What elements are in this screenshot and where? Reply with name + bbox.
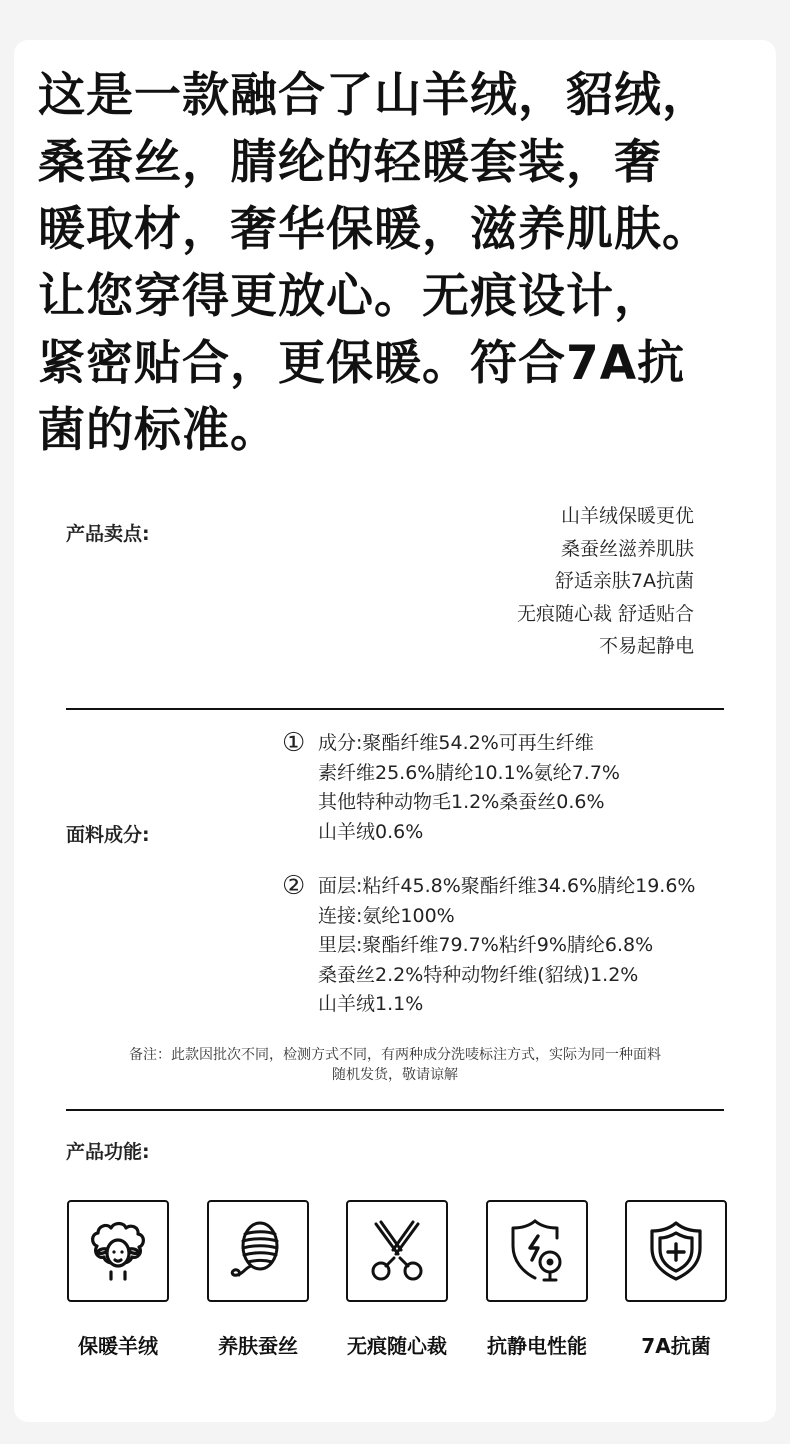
composition-line: 成分:聚酯纤维54.2%可再生纤维 (318, 732, 594, 754)
function-label: 保暖羊绒 (78, 1334, 158, 1358)
scissors-icon (362, 1216, 432, 1286)
intro-line: 桑蚕丝，腈纶的轻暖套装，奢 (38, 135, 662, 190)
composition-line: 山羊绒1.1% (318, 993, 424, 1015)
selling-point-item: 山羊绒保暖更优 (560, 505, 694, 527)
sheep-icon (83, 1216, 153, 1286)
function-item (625, 1200, 727, 1358)
function-item (207, 1200, 309, 1358)
function-icon-box (346, 1200, 448, 1302)
function-icon-box (67, 1200, 169, 1302)
selling-point-item: 不易起静电 (598, 635, 694, 657)
function-label: 抗静电性能 (487, 1334, 587, 1358)
intro-line: 菌的标准。 (38, 403, 278, 458)
composition-line: 面层:粘纤45.8%聚酯纤维34.6%腈纶19.6% (318, 875, 696, 897)
intro-line: 暖取材，奢华保暖，滋养肌肤。 (38, 202, 710, 257)
selling-point-item: 桑蚕丝滋养肌肤 (560, 537, 694, 560)
antibacterial-shield-icon (641, 1216, 711, 1286)
function-icon-box (207, 1200, 309, 1302)
composition-line: 素纤维25.6%腈纶10.1%氨纶7.7% (318, 761, 620, 784)
silk-cocoon-icon (223, 1216, 293, 1286)
composition-line: 连接:氨纶100% (318, 904, 455, 927)
function-item (486, 1200, 588, 1358)
function-item (67, 1200, 169, 1358)
selling-point-item: 无痕随心裁 舒适贴合 (516, 602, 694, 625)
function-item (346, 1200, 448, 1358)
anti-static-shield-icon (502, 1216, 572, 1286)
function-icon-box (486, 1200, 588, 1302)
function-label: 7A抗菌 (641, 1334, 711, 1358)
intro-paragraph (38, 62, 768, 464)
circled-number-1: ① (282, 728, 306, 758)
functions-label: 产品功能: (66, 1141, 150, 1163)
function-icon-box (625, 1200, 727, 1302)
divider (66, 1109, 724, 1111)
function-label: 养肤蚕丝 (218, 1334, 298, 1358)
intro-line: 紧密贴合，更保暖。符合7A抗 (38, 336, 686, 391)
composition-line: 里层:聚酯纤维79.7%粘纤9%腈纶6.8% (318, 934, 654, 956)
note-line-1: 备注：此款因批次不同，检测方式不同，有两种成分洗唛标注方式，实际为同一种面料 (129, 1047, 661, 1063)
composition-line: 其他特种动物毛1.2%桑蚕丝0.6% (318, 791, 605, 813)
selling-points-list (517, 500, 694, 663)
circled-number-2: ② (282, 871, 306, 901)
selling-point-item: 舒适亲肤7A抗菌 (554, 570, 694, 592)
intro-line: 这是一款融合了山羊绒，貂绒， (38, 68, 710, 123)
intro-line: 让您穿得更放心。无痕设计， (38, 269, 662, 324)
divider (66, 708, 724, 710)
selling-points-label: 产品卖点: (66, 523, 150, 545)
composition-line: 桑蚕丝2.2%特种动物纤维(貂绒)1.2% (318, 963, 639, 986)
fabric-label: 面料成分: (66, 824, 150, 846)
note-line-2: 随机发货，敬请谅解 (332, 1067, 458, 1083)
composition-line: 山羊绒0.6% (318, 820, 424, 843)
function-label: 无痕随心裁 (347, 1334, 447, 1358)
